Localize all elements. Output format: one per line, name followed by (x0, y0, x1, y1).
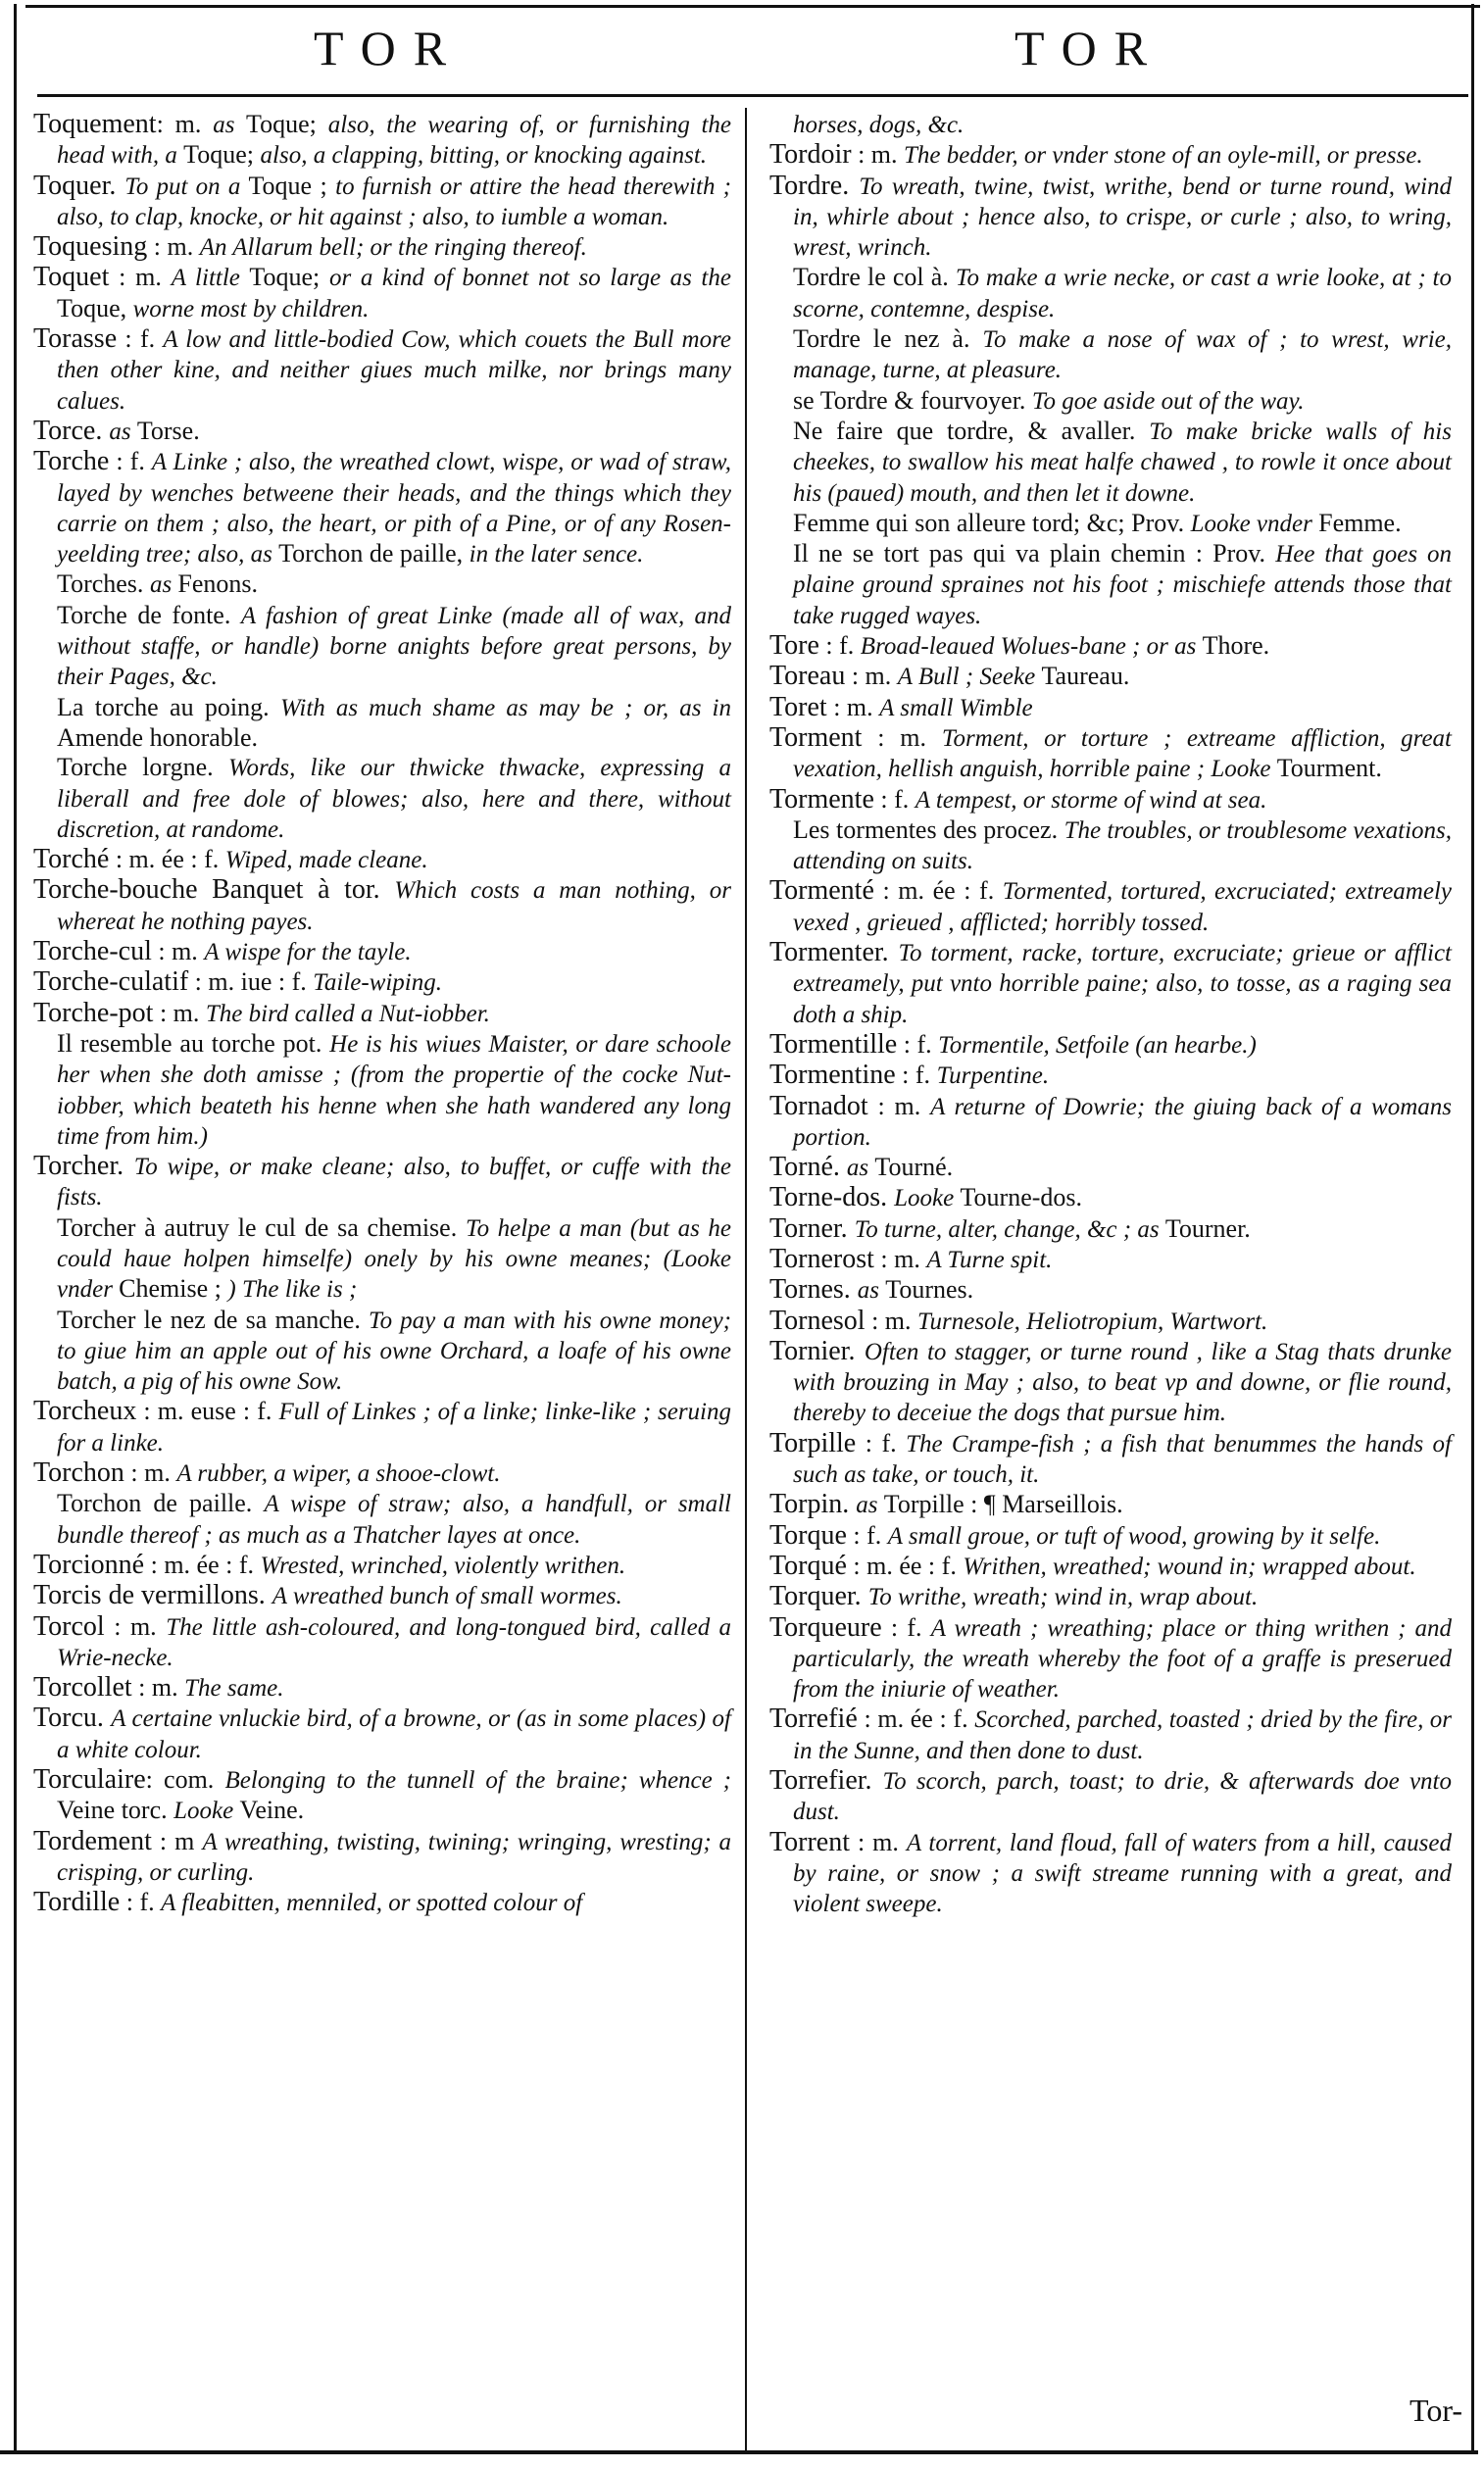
headword: Torqueure (769, 1611, 882, 1643)
headword: Tormenter. (769, 937, 899, 968)
definition-text: The Crampe-fish ; a fish that benummes the hands of such as take, or touch, it. (793, 1430, 1452, 1489)
dictionary-entry (769, 1429, 1452, 1491)
grammar-label: : m. ée : f. (144, 1550, 261, 1579)
definition-text: A certaine vnluckie bird, of a browne, or (as in some places) of a white colour. (57, 1705, 731, 1763)
dictionary-entry (769, 1337, 1452, 1429)
definition-text: to furnish or attire the head therewith ; also, to clap, knocke, or hit against ; also, to iumble a woman. (57, 173, 731, 230)
dictionary-entry (769, 1307, 1452, 1337)
grammar-label: : m. ée : f. (109, 845, 225, 874)
dictionary-entry (33, 110, 731, 172)
dictionary-entry (33, 937, 731, 967)
definition-text: A wreathed bunch of small wormes. (272, 1583, 622, 1610)
definition-text: To scorch, parch, toast; to drie, & afterwards doe vnto dust. (793, 1768, 1452, 1826)
definition-text: Tormented, tortured, excruciated; extreamely vexed , grieued , afflicted; horribly tossed. (793, 878, 1452, 936)
grammar-label: : f. (856, 1428, 907, 1457)
cross-reference: Toque ; (248, 171, 336, 200)
headword: Tordoir (769, 139, 852, 171)
headword: Toreau (769, 661, 846, 692)
dictionary-entry (769, 1766, 1452, 1828)
cross-reference: Femme qui son alleure tord; &c; Prov. (793, 508, 1191, 537)
definition-text: A tempest, or storme of wind at sea. (915, 786, 1267, 814)
definition-text: Which costs a man nothing, or whereat he nothing payes. (57, 877, 731, 935)
definition-text: A rubber, a wiper, a shooe-clowt. (176, 1460, 501, 1488)
headword: Tordre. (769, 170, 860, 201)
dictionary-entry (33, 324, 731, 417)
definition-text: Belonging to the tunnell of the braine; whence ; (224, 1767, 731, 1795)
left-column (33, 110, 731, 1919)
cross-reference: Il resemble au torche pot. (57, 1028, 330, 1058)
definition-text: as (857, 1277, 886, 1305)
definition-text: horses, dogs, &c. (793, 112, 965, 138)
headword: Tormentine (769, 1060, 896, 1091)
definition-text: in the later sence. (469, 541, 644, 568)
headword: Tore (769, 630, 819, 662)
headword: Torcis de vermillons. (33, 1580, 272, 1611)
grammar-label: : f. (895, 1061, 937, 1090)
cross-reference: Torchon de paille, (278, 539, 470, 568)
definition-text: To make a wrie necke, or cast a wrie looke, at ; to scorne, contemne, despise. (793, 265, 1452, 322)
definition-text: A little (171, 265, 250, 292)
grammar-label: : f. (117, 324, 164, 354)
sub-entry (33, 1213, 731, 1306)
dictionary-entry (769, 172, 1452, 264)
definition-text: Looke vnder (1190, 510, 1319, 537)
dictionary-entry (769, 1828, 1452, 1920)
cross-reference: Les tormentes des procez. (793, 815, 1064, 844)
cross-reference: Thore. (1202, 631, 1270, 661)
definition-text: A returne of Dowrie; the giuing back of a womans portion. (793, 1093, 1452, 1151)
grammar-label: : m. (865, 1306, 918, 1335)
sub-entry (769, 263, 1452, 324)
dictionary-entry (769, 631, 1452, 662)
definition-text: Taile-wiping. (313, 969, 443, 997)
definition-text: A low and little-bodied Cow, which couets the Bull more then other kine, and neither giues much milke, nor brings many calues. (57, 326, 731, 415)
dictionary-entry (769, 938, 1452, 1030)
definition-text: An Allarum bell; or the ringing thereof. (199, 234, 587, 262)
dictionary-entry (769, 1490, 1452, 1520)
headword: Torcol (33, 1610, 105, 1642)
definition-text: worne most by children. (132, 295, 370, 322)
sub-entry (33, 753, 731, 845)
dictionary-entry (33, 1765, 731, 1827)
headword: Tordement (33, 1825, 152, 1856)
grammar-label: : m. (156, 110, 214, 138)
sub-entry (33, 693, 731, 754)
definition-text: or a kind of bonnet not so large as the (329, 265, 731, 292)
dictionary-entry (33, 1704, 731, 1765)
headword: Torquer. (769, 1581, 868, 1612)
grammar-label: : m. (131, 1673, 185, 1703)
definition-text: To helpe a man (but as he could haue holpen himselfe) onely by his owne meanes; (Looke vnder (57, 1214, 731, 1304)
dictionary-entry (769, 693, 1452, 723)
definition-text: A Bull ; Seeke (897, 664, 1042, 691)
headword: Torrent (769, 1826, 851, 1857)
cross-reference: Chemise ; (119, 1274, 228, 1304)
definition-text: Writhen, wreathed; wound in; wrapped about. (963, 1553, 1416, 1580)
headword: Torchon (33, 1457, 124, 1489)
definition-text: Turnesole, Heliotropium, Wartwort. (917, 1308, 1268, 1335)
headword: Torcollet (33, 1672, 132, 1704)
grammar-label: : f. (873, 784, 915, 814)
grammar-label: : m. (862, 722, 942, 752)
cross-reference: Il ne se tort pas qui va plain chemin : Prov. (793, 539, 1276, 568)
dictionary-entry (33, 447, 731, 569)
cross-reference: Tourner. (1164, 1213, 1251, 1243)
definition-text: A Turne spit. (926, 1246, 1053, 1273)
cross-reference: Tourné. (874, 1153, 954, 1182)
grammar-label: : m. ée : f. (873, 876, 1003, 906)
grammar-label: : m. (104, 1611, 167, 1641)
grammar-label: : m (151, 1826, 203, 1855)
grammar-label: : m. ée : f. (857, 1704, 975, 1734)
dictionary-entry (769, 1214, 1452, 1245)
column-divider (745, 108, 747, 2450)
dictionary-entry (33, 1458, 731, 1489)
definition-text: A small groue, or tuft of wood, growing by it selfe. (887, 1522, 1381, 1550)
dictionary-entry (33, 1612, 731, 1674)
cross-reference: Toque; (249, 263, 330, 292)
sub-entry (33, 1306, 731, 1398)
cross-reference: Veine torc. (57, 1796, 174, 1825)
definition-text: To wipe, or make cleane; also, to buffet, or cuffe with the fists. (57, 1154, 731, 1211)
headword: Torce. (33, 415, 110, 446)
definition-text: To make a nose of wax of ; to wrest, wrie, manage, turne, at pleasure. (793, 326, 1452, 384)
definition-text: Looke (894, 1185, 961, 1212)
grammar-label: : m. (851, 140, 905, 170)
dictionary-entry (33, 417, 731, 447)
dictionary-entry (769, 1245, 1452, 1275)
definition-text: Wiped, made cleane. (224, 847, 428, 874)
definition-text: as (856, 1492, 884, 1519)
dictionary-entry (769, 785, 1452, 815)
headword: Torché (33, 844, 110, 875)
dictionary-entry (33, 1397, 731, 1458)
headword: Tornesol (769, 1305, 866, 1336)
cross-reference: Torcher le nez de sa manche. (57, 1305, 370, 1334)
cross-reference: Tourne-dos. (960, 1183, 1083, 1212)
dictionary-entry (769, 662, 1452, 692)
sub-entry (33, 569, 731, 600)
cross-reference: Torche de fonte. (57, 600, 241, 629)
grammar-label: : m. (147, 232, 200, 262)
cross-reference: Torcher à autruy le cul de sa chemise. (57, 1212, 466, 1242)
headword: Torche-cul (33, 936, 152, 967)
cross-reference: Ne faire que tordre, & avaller. (793, 416, 1150, 445)
grammar-label: : m. (109, 263, 172, 292)
dictionary-entry (769, 1521, 1452, 1552)
headword: Torrefier. (769, 1765, 883, 1797)
definition-text: To wreath, twine, twist, writhe, bend or turne round, wind in, whirle about ; hence also, to crispe, or curle ; also, to wring, wrest, wrinch. (793, 173, 1452, 262)
header-rule (37, 94, 1468, 97)
definition-text: A torrent, land floud, fall of waters from a hill, caused by raine, or snow ; a swift streame running with a great, and violent sweepe. (793, 1829, 1452, 1918)
dictionary-entry (33, 967, 731, 998)
cross-reference: se Tordre & fourvoyer. (793, 385, 1032, 415)
grammar-label: : com. (145, 1765, 225, 1795)
definition-text: A wreathing, twisting, twining; wringing, wresting; a crisping, or curling. (57, 1828, 731, 1886)
dictionary-entry (769, 1552, 1452, 1582)
headword: Toret (769, 691, 827, 722)
headword: Torche (33, 446, 110, 477)
definition-text: He is his wiues Maister, or dare schoole her when she doth amisse ; (from the propertie of the cocke Nut-iobber, which beateth his henne when she hath wandered any long time from him.) (57, 1030, 731, 1150)
definition-text: ) The like is ; (227, 1276, 358, 1304)
definition-text: Wrested, wrinched, violently writhen. (260, 1552, 626, 1579)
dictionary-entry (33, 1827, 731, 1889)
dictionary-entry (769, 723, 1452, 785)
dictionary-entry (33, 1152, 731, 1213)
definition-text: also, a clapping, bitting, or knocking against. (260, 142, 708, 170)
definition-text: A fleabitten, menniled, or spotted colour of (161, 1890, 583, 1917)
dictionary-entry (33, 232, 731, 263)
grammar-label: : m. (826, 692, 880, 721)
definition-text: To put on a (124, 173, 249, 200)
definition-text: as (846, 1155, 875, 1182)
sub-entry (769, 815, 1452, 877)
sub-entry (33, 1489, 731, 1551)
definition-text: The bird called a Nut-iobber. (205, 1000, 490, 1027)
sub-entry (769, 509, 1452, 539)
headword: Torcionné (33, 1549, 145, 1580)
dictionary-entry (769, 876, 1452, 938)
grammar-label: : f. (818, 631, 861, 661)
dictionary-entry (33, 1551, 731, 1581)
definition-text: To turne, alter, change, &c ; as (854, 1215, 1165, 1243)
sub-entry (33, 1029, 731, 1152)
definition-text: Full of Linkes ; of a linke; linke-like ; seruing for a linke. (57, 1399, 731, 1457)
dictionary-entry (33, 875, 731, 937)
grammar-label: : m. (867, 1091, 931, 1120)
cross-reference: Torpille : ¶ Marseillois. (883, 1490, 1123, 1519)
headword: Torpille (769, 1427, 857, 1458)
dictionary-entry (769, 1061, 1452, 1091)
grammar-label: : f. (846, 1520, 888, 1550)
dictionary-entry (769, 1613, 1452, 1705)
cross-reference: Tordre le col à. (793, 263, 956, 292)
headword: Torque (769, 1519, 847, 1551)
definition-text: Turpentine. (936, 1062, 1050, 1090)
cross-reference: Tordre le nez à. (793, 324, 983, 354)
cross-reference: Torches. (57, 569, 150, 599)
headword: Torculaire (33, 1764, 146, 1796)
headword: Torqué (769, 1550, 847, 1581)
sub-entry (33, 601, 731, 693)
headword: Torne-dos. (769, 1182, 895, 1213)
definition-text: also, the wearing of, or furnishing the head with, a (57, 112, 731, 170)
definition-text: A fashion of great Linke (made all of wax, and without staffe, or handle) borne anights before great persons, by their Pages, &c. (57, 602, 731, 691)
headword: Torpin. (769, 1489, 857, 1520)
definition-text: To torment, racke, torture, excruciate; grieue or afflict extreamely, put vnto horrible paine; also, to tosse, as a raging sea doth a ship. (793, 940, 1453, 1028)
entry-continuation (769, 110, 1452, 140)
headword: Torner. (769, 1212, 855, 1244)
dictionary-entry (33, 1888, 731, 1918)
grammar-label: : m. iue : f. (188, 967, 314, 997)
definition-text: Often to stagger, or turne round , like a Stag thats drunke with brouzing in May ; also, to beat vp and downe, or flie round, thereby to deceiue the dogs that pursue him. (793, 1338, 1452, 1427)
bottom-border-rule (0, 2450, 1478, 2454)
definition-text: The same. (184, 1675, 284, 1703)
definition-text: The troubles, or troublesome vexations, attending on suits. (793, 816, 1452, 875)
dictionary-entry (769, 1275, 1452, 1306)
headword: Torche-culatif (33, 966, 189, 998)
cross-reference: Torse. (136, 416, 200, 445)
definition-text: Scorched, parched, toasted ; dried by the fire, or in the Sunne, and then done to dust. (793, 1706, 1452, 1764)
dictionary-entry (769, 1183, 1452, 1213)
grammar-label: : m. euse : f. (136, 1397, 279, 1426)
definition-text: To goe aside out of the way. (1031, 387, 1305, 415)
headword: Toquesing (33, 231, 148, 263)
sub-entry (769, 324, 1452, 386)
cross-reference: Torche lorgne. (57, 753, 229, 782)
headword: Torche-pot (33, 997, 154, 1028)
headword: Tormentille (769, 1028, 898, 1060)
definition-text: To pay a man with his owne money; to giue him an apple out of his owne Orchard, a loafe of his owne batch, a pig of his owne Sow. (57, 1307, 731, 1396)
dictionary-entry (33, 999, 731, 1029)
grammar-label: : m. ée : f. (846, 1551, 964, 1580)
cross-reference: Veine. (239, 1796, 305, 1825)
dictionary-entry (769, 1030, 1452, 1061)
headword: Tormente (769, 783, 874, 815)
cross-reference: Toque; (246, 110, 328, 138)
definition-text: Broad-leaued Wolues-bane ; or as (860, 633, 1203, 661)
grammar-label: : f. (120, 1888, 162, 1917)
running-head-right: TOR (1014, 21, 1165, 75)
grammar-label: : m. (124, 1458, 177, 1488)
dictionary-entry (33, 263, 731, 324)
dictionary-entry (33, 1673, 731, 1704)
cross-reference: Toque; (183, 140, 261, 170)
grammar-label: : m. (153, 998, 206, 1027)
cross-reference: Amende honorable. (57, 722, 259, 752)
definition-text: Looke (173, 1798, 240, 1825)
headword: Toquer. (33, 170, 125, 201)
definition-text: A wispe of straw; also, a handfull, or small bundle thereof ; as much as a Thatcher layes at once. (57, 1491, 732, 1549)
dictionary-entry (33, 172, 731, 233)
definition-text: To writhe, wreath; wind in, wrap about. (867, 1584, 1259, 1611)
headword: Tornerost (769, 1243, 874, 1274)
sub-entry (769, 539, 1452, 631)
grammar-label: : m. (850, 1827, 907, 1856)
cross-reference: Femme. (1318, 508, 1402, 537)
cross-reference: La torche au poing. (57, 692, 280, 721)
dictionary-entry (769, 1092, 1452, 1154)
dictionary-entry (769, 1704, 1452, 1766)
sub-entry (769, 417, 1452, 509)
headword: Torment (769, 721, 863, 753)
headword: Tornier. (769, 1335, 865, 1366)
right-column (769, 110, 1452, 1920)
grammar-label: : f. (109, 447, 152, 476)
grammar-label: : m. (845, 662, 898, 691)
catchword: Tor- (1410, 2393, 1462, 2428)
headword: Torné. (769, 1152, 847, 1183)
definition-text: A Linke ; also, the wreathed clowt, wispe, or wad of straw, layed by wenches betweene their heads, and the things which they carrie on them ; also, the heart, or pith of a Pine, or of any Rosen-yeelding tree; also, as (57, 449, 731, 568)
dictionary-entry (769, 1582, 1452, 1612)
headword: Torasse (33, 323, 118, 355)
grammar-label: : f. (897, 1029, 939, 1059)
headword: Torcheux (33, 1396, 137, 1427)
grammar-label: : f. (881, 1612, 931, 1642)
dictionary-entry (769, 140, 1452, 171)
dictionary-entry (769, 1153, 1452, 1183)
headword: Torcher. (33, 1151, 134, 1182)
running-head-left: TOR (314, 21, 465, 75)
definition-text: The bedder, or vnder stone of an oyle-mill, or presse. (904, 142, 1423, 170)
definition-text: To make bricke walls of his cheekes, to swallow his meat halfe chawed , to rowle it once about his (paued) mouth, and then let it downe. (793, 418, 1452, 507)
definition-text: Tormentile, Setfoile (an hearbe.) (938, 1031, 1257, 1059)
headword: Tormenté (769, 875, 874, 907)
cross-reference: Torchon de paille. (57, 1489, 265, 1518)
dictionary-entry (33, 845, 731, 875)
definition-text: The little ash-coloured, and long-tongued bird, called a Wrie-necke. (57, 1613, 731, 1671)
grammar-label: : m. (151, 937, 205, 966)
headword: Torrefié (769, 1704, 858, 1735)
definition-text: Hee that goes on plaine ground spraines not his foot ; mischiefe attends those that take rugged wayes. (793, 541, 1452, 629)
definition-text: Torment, or torture ; extreame affliction, great vexation, hellish anguish, horrible paine ; Looke (793, 724, 1452, 783)
definition-text: as (149, 571, 178, 599)
grammar-label: : m. (873, 1244, 927, 1273)
headword: Torche-bouche Banquet à tor. (33, 874, 395, 906)
headword: Toquement (33, 109, 157, 139)
headword: Tordille (33, 1887, 121, 1918)
definition-text: A wispe for the tayle. (204, 939, 412, 966)
definition-text: A small Wimble (879, 694, 1033, 721)
headword: Torcu. (33, 1703, 112, 1734)
cross-reference: Tourment. (1276, 754, 1382, 783)
definition-text: as (213, 112, 247, 138)
dictionary-entry (33, 1581, 731, 1611)
cross-reference: Taureau. (1041, 662, 1130, 691)
cross-reference: Tournes. (885, 1275, 974, 1305)
cross-reference: Fenons. (177, 569, 259, 599)
cross-reference: Toque, (57, 293, 133, 322)
definition-text: Words, like our thwicke thwacke, expressing a liberall and free dole of blowes; also, here and there, without discretion, at randome. (57, 755, 731, 843)
definition-text: as (109, 418, 137, 445)
headword: Tornes. (769, 1274, 858, 1306)
definition-text: With as much shame as may be ; or, as in (279, 694, 731, 721)
headword: Tornadot (769, 1090, 868, 1121)
sub-entry (769, 386, 1452, 417)
headword: Toquet (33, 262, 110, 293)
page-header (0, 20, 1484, 78)
definition-text: A wreath ; wreathing; place or thing writhen ; and particularly, the wreath whereby the foot of a graffe is preserued from the iniurie of weather. (793, 1614, 1452, 1704)
